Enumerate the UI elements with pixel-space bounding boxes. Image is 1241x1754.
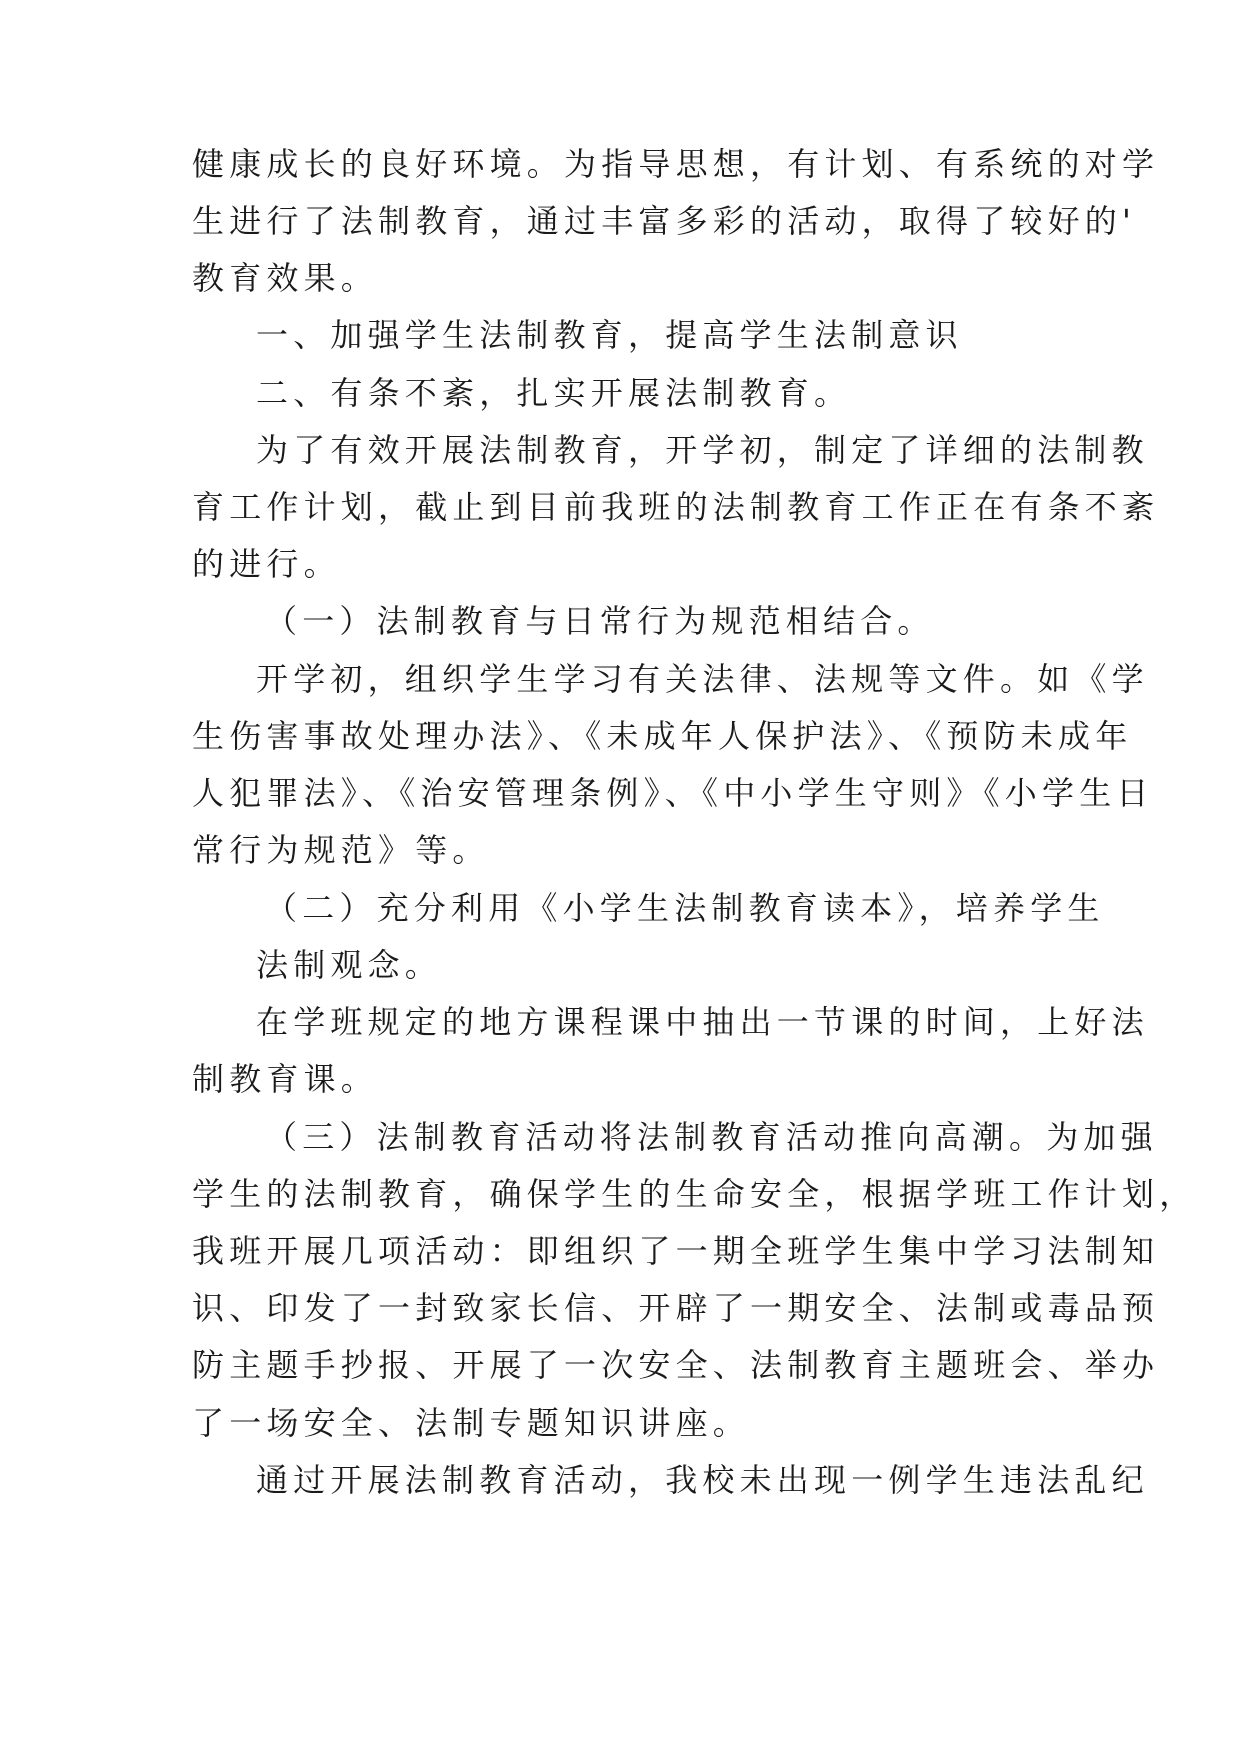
paragraph-line: 常行为规范》等。	[192, 831, 490, 869]
paragraph-line: 通过开展法制教育活动，我校未出现一例学生违法乱纪	[256, 1461, 1149, 1499]
paragraph-line: 的进行。	[192, 545, 341, 583]
paragraph-line: 法制观念。	[256, 946, 443, 984]
paragraph-line: 制教育课。	[192, 1060, 379, 1098]
paragraph-line: 人犯罪法》、《治安管理条例》、《中小学生守则》《小学生日	[192, 774, 1154, 812]
paragraph-line: 我班开展几项活动：即组织了一期全班学生集中学习法制知	[192, 1232, 1160, 1270]
paragraph-line: 育工作计划，截止到目前我班的法制教育工作正在有条不紊	[192, 488, 1160, 526]
section-heading: 二、有条不紊，扎实开展法制教育。	[256, 374, 852, 412]
paragraph-line: 了一场安全、法制专题知识讲座。	[192, 1404, 751, 1442]
paragraph-line: 识、印发了一封致家长信、开辟了一期安全、法制或毒品预	[192, 1289, 1160, 1327]
section-heading: 一、加强学生法制教育，提高学生法制意识	[256, 316, 963, 354]
paragraph-line: 为了有效开展法制教育，开学初，制定了详细的法制教	[256, 431, 1149, 469]
paragraph-line: 生进行了法制教育，通过丰富多彩的活动，取得了较好的'	[192, 202, 1136, 240]
paragraph-line: 在学班规定的地方课程课中抽出一节课的时间，上好法	[256, 1003, 1149, 1041]
paragraph-line: 学生的法制教育，确保学生的生命安全，根据学班工作计划，	[192, 1175, 1197, 1213]
paragraph-line: 开学初，组织学生学习有关法律、法规等文件。如《学	[256, 660, 1149, 698]
subsection-heading: （二）充分利用《小学生法制教育读本》，培养学生	[265, 889, 1105, 927]
paragraph-line: 生伤害事故处理办法》、《未成年人保护法》、《预防未成年	[192, 717, 1133, 755]
paragraph-line: 教育效果。	[192, 259, 379, 297]
subsection-heading: （一）法制教育与日常行为规范相结合。	[265, 602, 935, 640]
paragraph-line: 防主题手抄报、开展了一次安全、法制教育主题班会、举办	[192, 1346, 1160, 1384]
paragraph-line: 健康成长的良好环境。为指导思想，有计划、有系统的对学	[192, 145, 1160, 183]
subsection-heading: （三）法制教育活动将法制教育活动推向高潮。为加强	[265, 1118, 1158, 1156]
